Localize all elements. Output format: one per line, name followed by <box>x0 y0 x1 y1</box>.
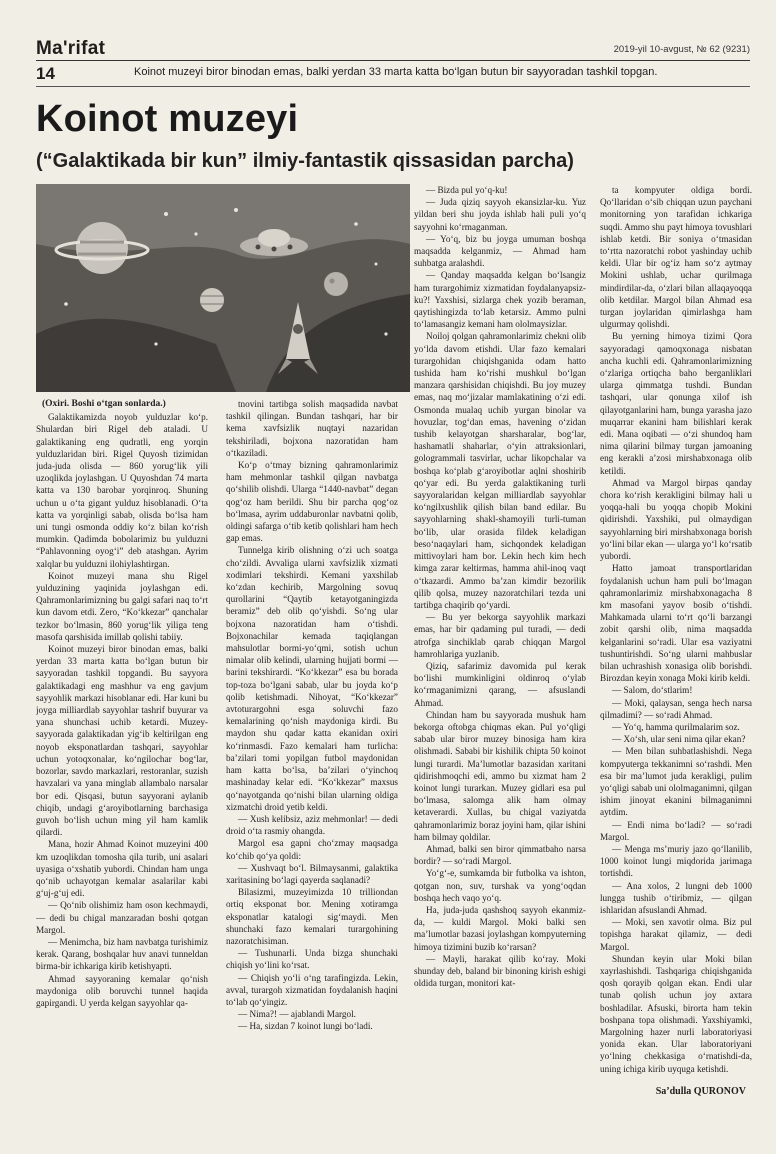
article-column-4 <box>600 184 752 1082</box>
paragraph: — Xushvaqt bo‘l. Bilmaysanmi, galaktika xaritasining bo‘lagi qayerda saqlanadi? <box>226 862 398 885</box>
article-subtitle: (“Galaktikada bir kun” ilmiy-fantastik qissasidan parcha) <box>36 150 574 172</box>
paragraph: — Xo‘sh, ular seni nima qilar ekan? <box>612 734 746 745</box>
author-byline: Sa’dulla QURONOV <box>655 1086 746 1097</box>
second-rule <box>36 86 750 87</box>
paragraph: — Menimcha, biz ham navbatga turishimiz kerak. Qarang, boshqalar huv anavi tunneldan birma-bir ichkariga kirib ketishyapti. <box>36 936 208 972</box>
article-title: Koinot muzeyi <box>36 98 299 140</box>
paragraph: — Bizda pul yo‘q-ku! <box>426 185 508 195</box>
paragraph: — Men bilan suhbatlashishdi. Nega kompyuterga tekkanimni so‘rashdi. Men esa bir ma’lumot juda kerakligi, pulim yo‘qligi sabab uni ololmaganimni, qilgan ishim jinoyat ekanini bilmaganimni aytdim. <box>600 746 752 818</box>
paragraph: Ahmad va Margol birpas qanday chora ko‘rish kerakligini bilmay hali u yoqqa-hali bu yoqqa chopib Mokini qidirishdi. Yaxshiki, pul olmaydigan sayyohlarning biri mirshabxonaga borish yo‘lini bilar ekan — ularga yo‘l ko‘rsatib yubordi. <box>600 477 752 562</box>
paragraph: tnovini tartibga solish maqsadida navbat tashkil qilingan. Bundan tashqari, har bir kema xavfsizlik nuqtayi nazaridan tekshiriladi, bojxona nazoratidan ham o‘tkaziladi. <box>226 399 398 458</box>
paragraph: Ha, juda-juda qashshoq sayyoh ekanmiz-da, — kuldi Margol. Moki balki sen ma’lumotlar bazasi joylashgan kompyuterning himoya tizimini buzib ko‘rarsan? <box>414 904 586 952</box>
page-number: 14 <box>36 64 55 83</box>
paragraph: — Endi nima bo‘ladi? — so‘radi Margol. <box>600 819 752 842</box>
article-column-1 <box>36 398 208 1068</box>
paragraph: — Bu yer bekorga sayyohlik markazi emas, har bir qadaming pul turadi, — dedi atrofga sinchiklab qarab chiqqan Margol hamrohlariga yuzlanib. <box>414 612 586 659</box>
paragraph: Yo‘g‘-e, sumkamda bir futbolka va ishton, qotgan non, suv, turshak va yong‘oqdan boshqa hech vaqo yo‘q. <box>414 868 586 903</box>
paragraph: — Menga ms’muriy jazo qo‘llanilib, 1000 koinot lungi miqdorida jarimaga tortishdi. <box>600 843 752 879</box>
issue-info: 2019-yil 10-avgust, № 62 (9231) <box>613 44 750 55</box>
paragraph: — Ha, sizdan 7 koinot lungi bo‘ladi. <box>238 1021 373 1032</box>
paragraph: Ahmad sayyoraning kemalar qo‘nish maydoniga olib boruvchi tunnel haqida gapirgandi. U yerda kelgan sayyohlar qa- <box>36 973 208 1008</box>
paragraph: Ko‘p o‘tmay bizning qahramonlarimiz ham mehmonlar tashkil qilgan navbatga qo‘shilib olishdi. Ularga “1440-navbat” degan qog‘oz ham berildi. Shu bir parcha qog‘oz bo‘lmasa, ayrim uddaburonlar navbatni qolib, oldingi safarga o‘tib ketib qolishlari ham hech gap emas. <box>226 460 398 544</box>
moon-icon <box>324 272 348 296</box>
paragraph: — Nima?! — ajablandi Margol. <box>238 1009 356 1020</box>
masthead: Ma'rifat <box>36 38 106 59</box>
paragraph: — Yo‘q, biz bu joyga umuman boshqa maqsadda kelganmiz, — Ahmad ham suhbatga aralashdi. <box>414 233 586 269</box>
paragraph: — Salom, do‘stlarim! <box>612 685 693 696</box>
paragraph: — Qanday maqsadda kelgan bo‘lsangiz ham turargohimiz xizmatidan foydalanyapsiz-ku?! Yaxshisi, sizlarga chek yozib beraman, qaytishingizda to‘lab ketarsiz. Ammo pulni to‘lamasangiz kemani ham ololmaysizlar. <box>414 270 586 330</box>
paragraph: — Mayli, harakat qilib ko‘ray. Moki shunday deb, baland bir binoning kirish eshigi oldida turgan, monitori kat- <box>414 953 586 989</box>
paragraph: Koinot muzeyi mana shu Rigel yulduzining yaqinida joylashgan edi. Qahramonlarimizning bu galgi safari naq to‘rt kun davom etdi. Zero, “Ko‘kkezar” qanchalar tezkor bo‘lmasin, 860 yorug‘lik yiliga teng masofa qarshisida imillab qolishi tabiiy. <box>36 570 208 642</box>
paragraph: Noiloj qolgan qahramonlarimiz chekni olib yo‘lda davom etishdi. Ular fazo kemalari turargohidan chiqishganida odam hatto tushida ham ko‘rishi mushkul bo‘lgan manzara qarshisidan chiqishdi. Bu joy muzey emas, naq mo‘jizalar mamlakatining o‘zi edi. Osmonda mualaq uchib yurgan binolar va hovuzlar, tog‘dan emas, havening o‘zidan tushib kelayotgan sharsharalar, bog‘lar, hashamatli shaharlar, o‘yin attraksionlari, gologrammali tasvirlar, uchar likopchalar va boshqa ko‘plab g‘aroyibotlar aqlni shoshirib qo‘yar edi. Bu yerda galaktikaning turli sayyoralaridan kelgan milliardlab sayyohlar ko‘ngilxushlik qilish bilan band edilar. Bu sayyohlarning shakl-shamoyili turli-tuman bo‘lib, ular orasida fildek keladigan beso‘naqaylari ham, sichqondek keladigan mittivoylari ham bor. Lekin hech kim hech kimga zarar keltirmas, hamma ahil-inoq vaqt o‘tkazardi. Ammo ba’zan kimdir bezorilik qilib qolsa, muzey nazoratchilari tezda uni tartibga chaqirib qo‘yardi. <box>414 331 586 610</box>
paragraph: — Ana xolos, 2 lungni deb 1000 lungga tushib o‘tiribmiz, — qilgan ishlaridan afsuslandi Ahmad. <box>600 880 752 915</box>
paragraph: Koinot muzeyi biror binodan emas, balki yerdan 33 marta katta bo‘lgan butun bir sayyoradan tashkil topgandi. Bu sayyora galaktikadagi eng mashhur va eng gavjum sayyohlik markazi hisoblanar edi. Har kuni bu joyga milliardlab sayyohlar tashrif buyurar va yana shunchasi uchib ketardi. Muzey-sayyorada galaktikadan yig‘ib keltirilgan eng noyob eksponatlardan tashqari, sayyohlar uchun yotoqxonalar, ko‘ngilochar bog‘lar, bozorlar, savdo markazlari, restoranlar, suzish havzalari va yana minglab allambalo narsalar bor edi. Qisqasi, butun sayyorani aylanib chiqib, undagi g‘aroyibotlarning barchasiga guvoh bo‘lish uchun ming yil ham kamlik qilardi. <box>36 644 208 838</box>
paragraph: Chindan ham bu sayyorada mushuk ham bekorga oftobga chiqmas ekan. Pul yo‘qligi sabab ular biror muzey binosiga ham kira olishmadi. Sababi bir kishilik chipta 50 koinot lungi turardi. Ma’lumotlar bazasidan xaritani qidirishmoqchi edi, ammo bu xizmat ham 2 koinot lungi turarkan. Muzey gidlari esa pul bo‘lmasa, salomga alik ham olmay ketaverardi. Xullas, bu chigal vaziyatda qahramonlarimiz boraz joyini ham, qilar ishini ham bilmay qoldilar. <box>414 709 586 842</box>
paragraph: — Yo‘q, hamma qurilmalarim soz. <box>612 721 740 732</box>
paragraph: Galaktikamizda noyob yulduzlar ko‘p. Shulardan biri Rigel deb ataladi. U galaktikaning eng qudratli, eng yorqin yulduzlaridan biri. Rigel Quyosh tizimidan juda-juda olisda — 860 yorug‘lik yili uzoqlikda joylashgan. U Quyoshdan 74 marta katta va 130 barobar yorqinroq. Shuning uchun u o‘ta gigant yulduz hisoblanadi. O‘ta katta va yorqinligi sabab, olisda bo‘lsa ham uni tungi osmonda oddiy ko‘z bilan ko‘rish mumkin. Qadimda bobolarimiz bu yulduzni “Pahlavonning oyog‘i” deb atashgan. Ayrim xalqlar bu yulduzni ilohiylashtirgan. <box>36 412 208 569</box>
paragraph: — Chiqish yo‘li o‘ng tarafingizda. Lekin, avval, turargoh xizmatidan foydalanish haqini to‘lab qo‘yingiz. <box>226 972 398 1007</box>
paragraph: Hatto jamoat transportlaridan foydalanish uchun ham puli bo‘lmagan qahramonlarimiz mirshabxonagacha 8 km masofani yayov bosib o‘tishdi. Mahkamada ularni to‘rt qo‘li barzangi zobit qarshi olib, nima maqsadda kelganlarini so‘radi. Ular esa vaziyatni tushuntirishdi. So‘ng ularni mahbuslar bilan uchrashish xonasiga olib borishdi. Birozdan keyin xonaga Moki kirib keldi. <box>600 563 752 684</box>
paragraph: Mana, hozir Ahmad Koinot muzeyini 400 km uzoqlikdan tomosha qila turib, uni asalari uyasiga o‘xshatib yubordi. Chindan ham unga qo‘nib uchayotgan kemalar asalarilar kabi g‘uj-g‘uj edi. <box>36 839 208 899</box>
article-intro: (Oxiri. Boshi o‘tgan sonlarda.) <box>42 399 166 409</box>
page-tagline: Koinot muzeyi biror binodan emas, balki yerdan 33 marta katta bo‘lgan butun bir sayyoradan tashkil topgan. <box>134 66 658 78</box>
paragraph: Bu yerning himoya tizimi Qora sayyoradagi qamoqxonaga nisbatan ancha kuchli edi. Qahramonlarimizning o‘zlariga ortiqcha baho berganliklari ularga qimmatga tushdi. Bundan tashqari, ular qonunga xilof ish qilayotganlarini ham, bunga yarasha jazo muqarrar ekanini ham bilishlari kerak edi. Mana oqibati — o‘zi shundoq ham nima qilarini bilmay turgan jamoaning eng kerakli a’zosi mirshabxonaga olib ketildi. <box>600 331 752 476</box>
paragraph: — Xush kelibsiz, aziz mehmonlar! — dedi droid o‘ta rasmiy ohangda. <box>226 813 398 837</box>
paragraph: Margol esa gapni cho‘zmay maqsadga ko‘chib qo‘ya qoldi: <box>226 838 398 861</box>
article-column-3 <box>414 184 586 1068</box>
paragraph: Bilasizmi, muzeyimizda 10 trilliondan ortiq eksponat bor. Mening xotiramga eksponatlar katalogi sig‘maydi. Men shunchaki fazo kemalari turargohining nazoratchisiman. <box>226 887 398 946</box>
paragraph: — Tushunarli. Unda bizga shunchaki chiqish yo‘lini ko‘rsat. <box>226 948 398 971</box>
paragraph: Qiziq, safarimiz davomida pul kerak bo‘lishi mumkinligini oldinroq o‘ylab ko‘rmaganimizni qarang, — afsuslandi Ahmad. <box>414 660 586 708</box>
paragraph: Tunnelga kirib olishning o‘zi uch soatga cho‘zildi. Avvaliga ularni xavfsizlik xizmati xodimlari tekshirdi. Kemani yaxshilab ko‘zdan kechirib, Margolning sovuq qurollarini “Qaytib ketayotganingizda beramiz” deb olib qo‘yishdi. So‘ng ular bojxona nazoratidan ham o‘tishdi. Bojxonachilar kemada taqiqlangan mahsulotlar bormi-yo‘qmi, sotish uchun nimalar olib kelindi, ularning hujjati bormi — barini tekshirardi. “Ko‘kkezar” esa bu borada top-toza bo‘lgani sabab, ular bu joyda ko‘p qolib ketishmadi. Nihoyat, “Ko‘kkezar” avtoturargohni esga soluvchi fazo kemalarining qo‘nish maydoniga kirdi. Bu maydon shu qadar katta ekanidan oxiri ko‘rinmasdi. Fazo kemalari ham turlicha: ba’zilari tomi yopilgan futbol maydonidan ham katta bo‘lsa, ba’zilari o‘yinchoq mashinaday kelar edi. “Ko‘kkezar” maxsus qo‘nayotganda qo‘nishi bilan ularning oldiga xizmatchi droid yetib keldi. <box>226 545 398 812</box>
planet-icon <box>200 288 224 312</box>
paragraph: Ahmad, balki sen biror qimmatbaho narsa bordir? — so‘radi Margol. <box>414 843 586 867</box>
paragraph: — Juda qiziq sayyoh ekansizlar-ku. Yuz yildan beri shu joyda ishlab hali puli yo‘q sayyohni ko‘rmaganman. <box>414 197 586 232</box>
space-illustration <box>36 184 410 392</box>
paragraph: — Moki, qalaysan, senga hech narsa qilmadimi? — so‘radi Ahmad. <box>600 697 752 720</box>
paragraph: Shundan keyin ular Moki bilan xayrlashishdi. Tashqariga chiqishganida qosh qorayib qolgan ekan. Endi ular tunab qolish uchun joy axtara boshladilar. Afsuski, birorta ham tekin boshpana topa olishmadi. Yaxshiyamki, Margolning hazer nurli laboratoriyasi yonida ekan. Ular laboratoriyani yo‘lning chekkasiga o‘rnatishdi-da, uning ichiga kirib uyquga ketishdi. <box>600 953 752 1074</box>
paragraph: — Qo‘nib olishimiz ham oson kechmaydi, — dedi bu chigal manzaradan boshi qotgan Margol. <box>36 900 208 935</box>
article-column-2 <box>226 398 398 1068</box>
paragraph: ta kompyuter oldiga bordi. Qo‘llaridan o‘sib chiqqan uzun paychani monitorning yon tarafidan ichkariga suqdi. Ammo shu payt himoya tovushlari ishlab ketdi. Bir soniya o‘tmasidan to‘rtta nazoratchi robot yashinday uchib keldi. Ular bir og‘iz ham so‘z aytmay Mokini ushlab, uchar qurilmaga mindirdilar-da, o‘zlari bilan allaqayoqqa olib ketdilar. Margol bilan Ahmad esa turgan joylaridan qimirlashga ham ulgurmay qolishdi. <box>600 185 752 330</box>
top-rule <box>36 60 750 61</box>
paragraph: — Moki, sen xavotir olma. Biz pul topishga harakat qilamiz, — dedi Margol. <box>600 917 752 952</box>
